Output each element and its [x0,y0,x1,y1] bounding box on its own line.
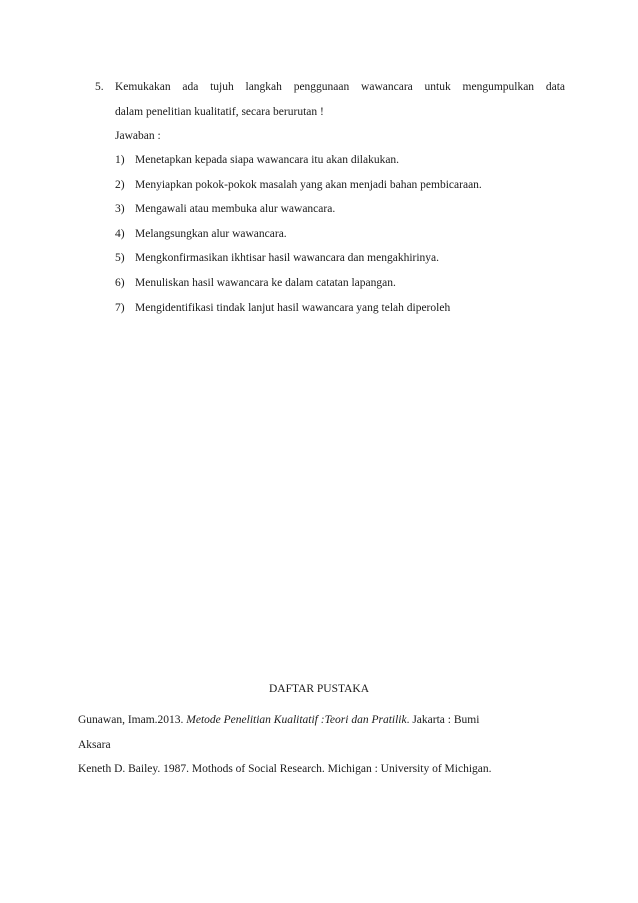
list-item-number: 7) [115,301,125,314]
list-item-number: 6) [115,276,125,289]
list-item-number: 5) [115,252,125,265]
question-block [95,75,565,149]
question-line-1 [95,75,565,100]
list-item-text: Menuliskan hasil wawancara ke dalam catatan lapangan. [135,276,396,289]
list-item [115,246,482,271]
reference-item [78,708,548,757]
list-item-text: Mengawali atau membuka alur wawancara. [135,203,336,216]
list-item-number: 2) [115,178,125,191]
reference-tail: . Jakarta : Bumi [406,714,480,726]
list-item [115,222,482,247]
list-item-text: Mengidentifikasi tindak lanjut hasil wawancara yang telah diperoleh [135,301,451,314]
reference-lead: Gunawan, Imam.2013. [78,714,184,726]
list-item [115,173,482,198]
question-text-line1: Kemukakan ada tujuh langkah penggunaan wawancara untuk mengumpulkan data [115,81,565,93]
list-item-number: 4) [115,227,125,240]
reference-item [78,757,548,782]
references-list [78,708,548,782]
question-number: 5. [95,81,104,93]
list-item-text: Melangsungkan alur wawancara. [135,227,287,240]
reference-lead: Keneth D. Bailey. 1987. Mothods of Social Research. Michigan : University of Michigan. [78,763,492,775]
list-item-number: 3) [115,203,125,216]
references-title: DAFTAR PUSTAKA [268,683,370,695]
list-item-text: Mengkonfirmasikan ikhtisar hasil wawancara dan mengakhirinya. [135,252,440,265]
question-text-line2: dalam penelitian kualitatif, secara berurutan ! [115,105,324,118]
list-item-text: Menyiapkan pokok-pokok masalah yang akan menjadi bahan pembicaraan. [135,178,482,191]
reference-book-title: Metode Penelitian Kualitatif :Teori dan Pratilik [186,714,407,726]
list-item-number: 1) [115,154,125,166]
list-item [115,148,482,173]
list-item [115,197,482,222]
list-item-text: Menetapkan kepada siapa wawancara itu akan dilakukan. [135,154,400,166]
answer-label: Jawaban : [115,130,161,142]
reference-continuation: Aksara [78,738,111,751]
list-item [115,271,482,296]
list-item [115,296,482,321]
answer-list [115,148,482,320]
